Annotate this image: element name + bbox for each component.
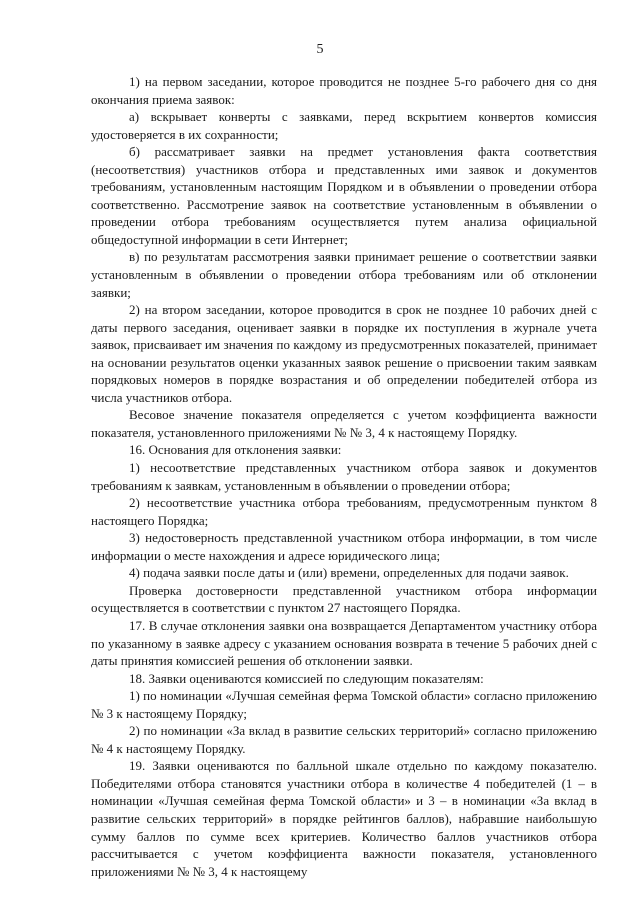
paragraph-verification: Проверка достоверности представленной участником отбора информации осуществляется в соответствии с пунктом 27 настоящего Порядка. (91, 582, 597, 616)
section-16-heading: 16. Основания для отклонения заявки: (129, 442, 342, 458)
paragraph-1: 1) на первом заседании, которое проводится не позднее 5-го рабочего дня со дня окончания приема заявок: (91, 74, 597, 107)
section-16-item-4: 4) подача заявки после даты и (или) времени, определенных для подачи заявок. (129, 565, 569, 581)
section-18-item-1: 1) по номинации «Лучшая семейная ферма Томской области» согласно приложению № 3 к настоящему Порядку; (91, 688, 597, 721)
document-body (91, 73, 597, 880)
paragraph-1a: а) вскрывает конверты с заявками, перед вскрытием конвертов комиссия удостоверяется в их сохранности; (91, 109, 597, 142)
section-16-item-2: 2) несоответствие участника отбора требованиям, предусмотренным пунктом 8 настоящего Порядка; (91, 495, 597, 528)
section-16-item-1: 1) несоответствие представленных участником отбора заявок и документов требованиям к заявкам, установленным в объявлении о проведении отбора; (91, 460, 597, 493)
section-19: 19. Заявки оцениваются по балльной шкале отдельно по каждому показателю. Победителями отбора становятся участники отбора в количестве 4 победителей (1 – в номинации «Лучшая семейная ферма Томской области» и 3 – в номинации «За вклад в развитие сельских территорий» в порядке рейтингов баллов), набравшие наибольшую сумму баллов по сумме всех критериев. Количество баллов участников отбора рассчитывается с учетом коэффициента важности показателя, установленного приложениями № № 3, 4 к настоящему (91, 758, 597, 879)
paragraph-weight: Весовое значение показателя определяется с учетом коэффициента важности показателя, установленного приложениями № № 3, 4 к настоящему Порядку. (91, 407, 597, 440)
section-17: 17. В случае отклонения заявки она возвращается Департаментом участнику отбора по указанному в заявке адресу с указанием основания возврата в течение 5 рабочих дней с даты принятия комиссией решения об отклонении заявки. (91, 617, 597, 669)
section-18-heading: 18. Заявки оцениваются комиссией по следующим показателям: (129, 670, 484, 686)
section-18-item-2: 2) по номинации «За вклад в развитие сельских территорий» согласно приложению № 4 к настоящему Порядку. (91, 723, 597, 756)
page-number: 5 (316, 42, 324, 57)
paragraph-1b: б) рассматривает заявки на предмет установления факта соответствия (несоответствия) участников отбора и представленных ими заявок и документов требованиям, установленным настоящим Порядком и в объявлении о проведении отбора соответственно. Рассмотрение заявок на соответствие установленным в объявлении о проведении отбора требованиям осуществляется путем анализа официальной общедоступной информации в сети Интернет; (91, 144, 597, 247)
section-16-item-3: 3) недостоверность представленной участником отбора информации, в том числе информации о месте нахождения и адресе юридического лица; (91, 530, 597, 563)
paragraph-1c: в) по результатам рассмотрения заявки принимает решение о соответствии заявки установленным в объявлении о проведении отбора требованиям или об отклонении заявки; (91, 249, 597, 300)
paragraph-2: 2) на втором заседании, которое проводится в срок не позднее 10 рабочих дней с даты первого заседания, оценивает заявки в порядке их поступления в журнале учета заявок, присваивает им значения по каждому из предусмотренных показателей, принимает на основании результатов оценки указанных заявок решение о присвоении таким заявкам порядковых номеров в порядке возрастания и об определении победителей отбора из числа участников отбора. (91, 302, 597, 405)
